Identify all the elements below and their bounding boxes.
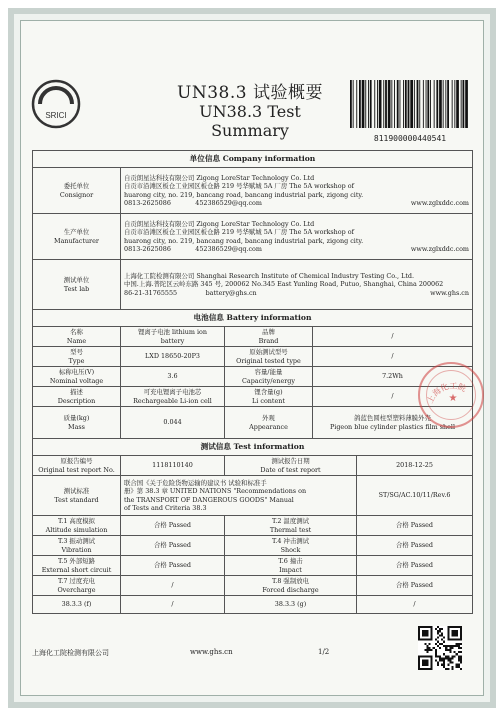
battery-appearance-label (225, 407, 313, 439)
qr-module (449, 645, 451, 647)
qr-module (460, 668, 462, 670)
barcode-bar (370, 80, 372, 128)
qr-module (449, 660, 451, 662)
t4-cn: T.4 冲击测试 (271, 537, 309, 546)
qr-module (441, 634, 443, 636)
test-3833f-result: / (121, 596, 225, 614)
barcode-bar (430, 80, 431, 128)
qr-module (424, 649, 426, 651)
barcode-bar (394, 80, 395, 128)
qr-module (424, 643, 426, 645)
qr-module (447, 645, 449, 647)
qr-module (441, 643, 443, 645)
consignor-address-en: huarong city, no. 219, bancang road, bancang industrial park, zigong city. (124, 190, 364, 199)
testlab-phone: 86-21-31765555 (124, 288, 178, 297)
barcode-bar (356, 80, 357, 128)
qr-module (439, 657, 441, 659)
battery-orig-type-en: Original tested type (236, 356, 301, 365)
qr-module (443, 664, 445, 666)
battery-li-cn: 锂含量(g) (254, 388, 283, 397)
manufacturer-address-en: huarong city, no. 219, bancang road, bancang industrial park, zigong city. (124, 236, 364, 245)
qr-module (435, 651, 437, 653)
report-date-label (225, 456, 357, 476)
qr-module (458, 655, 460, 657)
barcode-bar (350, 80, 352, 128)
t6-cn: T.6 撞击 (278, 557, 303, 566)
qr-module (449, 647, 451, 649)
testlab-web: www.ghs.cn (430, 288, 469, 297)
consignor-details (121, 168, 473, 214)
qr-module (460, 662, 462, 664)
qr-module (445, 668, 447, 670)
qr-module (454, 645, 456, 647)
qr-module (439, 660, 441, 662)
qr-module (437, 630, 439, 632)
qr-module (441, 660, 443, 662)
qr-module (447, 664, 449, 666)
seal-text: 上海化工院 (425, 381, 468, 405)
barcode-bar (426, 80, 427, 128)
testlab-label-en: Test lab (63, 284, 90, 293)
test-row-right-label (225, 576, 357, 596)
report-date-value: 2018-12-25 (357, 456, 473, 476)
barcode-bar (374, 80, 375, 128)
qr-module (456, 643, 458, 645)
standard-ref: ST/SG/AC.10/11/Rev.6 (357, 476, 473, 516)
qr-module (445, 657, 447, 659)
barcode-bar (368, 80, 369, 128)
qr-module (433, 647, 435, 649)
standard-value (121, 476, 357, 516)
report-no-en: Original test report No. (38, 465, 115, 474)
battery-description-value-en: Rechargeable Li-ion cell (133, 396, 212, 405)
qr-module (458, 645, 460, 647)
barcode-bar (454, 80, 455, 128)
battery-appearance-cn: 外观 (262, 414, 275, 423)
qr-finder (452, 630, 458, 636)
barcode-bar (456, 80, 459, 128)
qr-module (439, 630, 441, 632)
battery-section-heading: 电池信息 Battery information (33, 310, 473, 327)
qr-module (443, 636, 445, 638)
qr-module (447, 657, 449, 659)
qr-module (435, 653, 437, 655)
battery-voltage-cn: 标称电压(V) (58, 368, 95, 377)
qr-module (435, 660, 437, 662)
summary-table (32, 150, 473, 614)
qr-module (441, 639, 443, 641)
battery-li-en: Li content (252, 396, 285, 405)
qr-module (460, 647, 462, 649)
t2-cn: T.2 温度测试 (271, 517, 309, 526)
qr-module (458, 664, 460, 666)
title-chinese: UN38.3 试验概要 (177, 83, 323, 103)
qr-module (447, 660, 449, 662)
t5-cn: T.5 外部短路 (57, 557, 95, 566)
barcode-bar (434, 80, 435, 128)
testlab-label (33, 260, 121, 310)
qr-module (428, 643, 430, 645)
t1-cn: T.1 高度模拟 (57, 517, 95, 526)
battery-capacity-label (225, 367, 313, 387)
test-3833g-result: / (357, 596, 473, 614)
barcode-bar (391, 80, 392, 128)
battery-description-value (121, 387, 225, 407)
consignor-phone: 0813-2625086 (124, 198, 171, 207)
barcode-bar (379, 80, 382, 128)
barcode-bar (405, 80, 407, 128)
t3-en: Vibration (61, 545, 92, 554)
barcode-bar (365, 80, 366, 128)
qr-module (439, 634, 441, 636)
barcode-bar (397, 80, 399, 128)
barcode-bar (443, 80, 444, 128)
company-section-heading: 单位信息 Company information (33, 151, 473, 168)
manufacturer-label-cn: 生产单位 (63, 228, 90, 237)
qr-module (447, 649, 449, 651)
standard-line-2: 册》第 38.3 章 UNITED NATIONS "Recommendations on (124, 487, 307, 496)
srici-logo (30, 78, 82, 130)
consignor-web: www.zglxddc.com (410, 198, 469, 207)
battery-voltage-en: Nominal voltage (49, 376, 104, 385)
qr-module (460, 657, 462, 659)
qr-module (439, 628, 441, 630)
qr-module (458, 643, 460, 645)
qr-module (458, 647, 460, 649)
barcode-bar (359, 80, 361, 128)
barcode-bar (463, 80, 465, 128)
consignor-name: 自贡朗星达科技有限公司 Zigong LoreStar Technology Co. Ltd (124, 173, 315, 182)
logo-text: SRICI (45, 111, 67, 120)
qr-module (439, 655, 441, 657)
battery-brand-en: Brand (258, 336, 279, 345)
barcode-bar (419, 80, 420, 128)
qr-module (435, 655, 437, 657)
report-no-label (33, 456, 121, 476)
qr-module (456, 653, 458, 655)
barcode-image (348, 78, 472, 130)
consignor-label-en: Consignor (59, 190, 94, 199)
qr-module (458, 651, 460, 653)
t6-en: Impact (279, 565, 302, 574)
qr-module (449, 651, 451, 653)
test-3833g-label: 38.3.3 (g) (225, 596, 357, 614)
svg-text:★: ★ (448, 393, 458, 404)
barcode-bar (465, 80, 468, 128)
qr-module (460, 655, 462, 657)
battery-description-label (33, 387, 121, 407)
qr-module (445, 649, 447, 651)
t2-result: 合格 Passed (357, 516, 473, 536)
svg-text:上海化工院 (425, 381, 468, 405)
barcode-bar (439, 80, 442, 128)
qr-module (441, 664, 443, 666)
battery-orig-type-value: / (313, 347, 473, 367)
test-row-right-label (225, 536, 357, 556)
qr-module (435, 649, 437, 651)
testlab-details (121, 260, 473, 310)
qr-module (449, 657, 451, 659)
qr-module (458, 660, 460, 662)
qr-finder (422, 660, 428, 666)
manufacturer-email: 452386529@qq.com (195, 244, 262, 253)
qr-module (426, 651, 428, 653)
qr-module (452, 645, 454, 647)
battery-capacity-en: Capacity/energy (242, 376, 295, 385)
qr-module (439, 647, 441, 649)
t7-result: / (121, 576, 225, 596)
standard-line-3: the TRANSPORT OF DANGEROUS GOODS" Manual (124, 495, 294, 504)
footer-page-number: 1/2 (318, 648, 330, 656)
battery-type-value: LXD 18650-20P3 (121, 347, 225, 367)
t4-result: 合格 Passed (357, 536, 473, 556)
t5-en: External short circuit (41, 565, 112, 574)
manufacturer-address-cn: 自贡市沿滩区板仓工业园区板仓路 219 号华赋城 5A 厂房 The 5A workshop of (124, 228, 354, 237)
battery-mass-en: Mass (68, 422, 85, 431)
qr-module (426, 647, 428, 649)
qr-module (435, 639, 437, 641)
qr-module (456, 666, 458, 668)
battery-capacity-value: 7.2Wh (313, 367, 473, 387)
qr-module (452, 657, 454, 659)
consignor-address-cn: 自贡市沿滩区板仓工业园区板仓路 219 号华赋城 5A 厂房 The 5A workshop of (124, 182, 354, 191)
standard-line-1: 联合国《关于危险货物运输的建议书 试验和标准手 (124, 478, 267, 487)
report-no-cn: 原报告编号 (60, 457, 93, 466)
footer-website: www.ghs.cn (190, 648, 233, 656)
report-no-value: 1118110140 (121, 456, 225, 476)
qr-module (456, 664, 458, 666)
qr-module (437, 636, 439, 638)
battery-brand-value: / (313, 327, 473, 347)
manufacturer-details (121, 214, 473, 260)
battery-name-cn: 名称 (70, 328, 83, 337)
barcode-bar (408, 80, 410, 128)
qr-module (458, 666, 460, 668)
qr-module (456, 645, 458, 647)
t6-result: 合格 Passed (357, 556, 473, 576)
consignor-email: 452386529@qq.com (195, 198, 262, 207)
manufacturer-phone: 0813-2625086 (124, 244, 171, 253)
t8-cn: T.8 强制放电 (271, 577, 309, 586)
qr-module (443, 660, 445, 662)
t8-result: 合格 Passed (357, 576, 473, 596)
battery-capacity-cn: 容量/能量 (254, 368, 283, 377)
battery-brand-label (225, 327, 313, 347)
barcode-bar (461, 80, 462, 128)
barcode-bar (385, 80, 387, 128)
qr-code (418, 626, 462, 670)
manufacturer-name: 自贡朗星达科技有限公司 Zigong LoreStar Technology Co. Ltd (124, 219, 315, 228)
testlab-name: 上海化工院检测有限公司 Shanghai Research Institute of Chemical Industry Testing Co., Ltd. (124, 272, 415, 280)
standard-line-4: of Tests and Criteria 38.3 (124, 503, 207, 512)
barcode-bar (403, 80, 404, 128)
barcode-bar (353, 80, 354, 128)
test-row-left-label (33, 536, 121, 556)
qr-module (445, 647, 447, 649)
battery-appearance-value-cn: 鸽蓝色圆柱型塑料薄膜外壳 (354, 414, 431, 423)
barcode-bar (436, 80, 438, 128)
t5-result: 合格 Passed (121, 556, 225, 576)
qr-module (428, 647, 430, 649)
qr-module (443, 653, 445, 655)
qr-module (437, 645, 439, 647)
t7-cn: T.7 过度充电 (57, 577, 95, 586)
t2-en: Thermal test (269, 525, 312, 534)
qr-module (460, 643, 462, 645)
consignor-contact (124, 199, 469, 207)
barcode-bar (423, 80, 424, 128)
qr-module (428, 649, 430, 651)
battery-orig-type-label (225, 347, 313, 367)
test-section-heading: 测试信息 Test information (33, 439, 473, 456)
qr-finder (422, 630, 428, 636)
qr-module (458, 657, 460, 659)
qr-module (435, 643, 437, 645)
report-date-en: Date of test report (260, 465, 321, 474)
barcode-bar (362, 80, 365, 128)
battery-mass-label (33, 407, 121, 439)
testlab-email: battery@ghs.cn (205, 288, 257, 297)
t4-en: Shock (280, 545, 301, 554)
barcode-bar (377, 80, 378, 128)
testlab-contact (124, 289, 469, 297)
battery-name-value-en: battery (160, 336, 185, 345)
qr-module (431, 649, 433, 651)
qr-module (426, 649, 428, 651)
battery-voltage-label (33, 367, 121, 387)
qr-module (452, 662, 454, 664)
manufacturer-label-en: Manufacturer (54, 236, 99, 245)
qr-module (452, 647, 454, 649)
manufacturer-label (33, 214, 121, 260)
footer-organization: 上海化工院检测有限公司 (32, 649, 109, 657)
barcode-bar (388, 80, 391, 128)
qr-module (445, 655, 447, 657)
qr-module (437, 664, 439, 666)
qr-module (443, 645, 445, 647)
qr-module (437, 626, 439, 628)
standard-label (33, 476, 121, 516)
qr-module (441, 628, 443, 630)
barcode-bar (400, 80, 401, 128)
battery-brand-cn: 品牌 (262, 328, 275, 337)
battery-voltage-value: 3.6 (121, 367, 225, 387)
t8-en: Forced discharge (262, 585, 319, 594)
battery-name-en: Name (66, 336, 87, 345)
barcode-bar (410, 80, 413, 128)
qr-module (454, 655, 456, 657)
consignor-label (33, 168, 121, 214)
test-row-right-label (225, 556, 357, 576)
battery-li-value: / (313, 387, 473, 407)
testlab-label-cn: 测试单位 (63, 276, 90, 285)
manufacturer-web: www.zglxddc.com (410, 244, 469, 253)
qr-module (441, 657, 443, 659)
qr-module (449, 649, 451, 651)
qr-module (437, 655, 439, 657)
barcode-bar (427, 80, 429, 128)
test-row-left-label (33, 576, 121, 596)
battery-description-en: Description (57, 396, 96, 405)
report-date-cn: 测试报告日期 (271, 457, 310, 466)
qr-module (452, 666, 454, 668)
seal-graphic (420, 364, 486, 430)
qr-module (437, 641, 439, 643)
barcode-bar (414, 80, 415, 128)
qr-module (441, 632, 443, 634)
qr-module (454, 651, 456, 653)
qr-module (449, 662, 451, 664)
barcode-bar (417, 80, 419, 128)
t3-result: 合格 Passed (121, 536, 225, 556)
standard-cn: 测试标准 (63, 487, 90, 496)
battery-mass-cn: 质量(kg) (63, 414, 90, 423)
qr-module (426, 645, 428, 647)
qr-module (443, 641, 445, 643)
battery-mass-value: 0.044 (121, 407, 225, 439)
qr-module (443, 662, 445, 664)
standard-en: Test standard (54, 495, 99, 504)
qr-module (437, 662, 439, 664)
t3-cn: T.3 振动测试 (57, 537, 95, 546)
t7-en: Overcharge (57, 585, 96, 594)
t1-en: Altitude simulation (45, 525, 108, 534)
test-3833f-label: 38.3.3 (f) (33, 596, 121, 614)
battery-name-value-cn: 锂离子电池 lithium ion (137, 328, 207, 337)
qr-module (452, 668, 454, 670)
qr-module (445, 645, 447, 647)
title-english: UN38.3 Test Summary (199, 102, 301, 140)
qr-module (437, 632, 439, 634)
qr-module (439, 643, 441, 645)
battery-li-label (225, 387, 313, 407)
battery-type-cn: 型号 (70, 348, 83, 357)
test-row-right-label (225, 516, 357, 536)
qr-module (435, 628, 437, 630)
qr-module (460, 660, 462, 662)
barcode-bar (447, 80, 449, 128)
qr-module (447, 668, 449, 670)
test-row-left-label (33, 516, 121, 536)
barcode-bar (452, 80, 453, 128)
battery-appearance-en: Appearance (249, 422, 288, 431)
official-seal-stamp (418, 362, 484, 428)
qr-module (443, 666, 445, 668)
t1-result: 合格 Passed (121, 516, 225, 536)
qr-module (452, 655, 454, 657)
battery-type-label (33, 347, 121, 367)
battery-name-label (33, 327, 121, 347)
qr-module (447, 655, 449, 657)
qr-module (443, 657, 445, 659)
consignor-label-cn: 委托单位 (63, 182, 90, 191)
battery-description-value-cn: 可充电锂离子电池芯 (143, 388, 202, 397)
barcode-bar (383, 80, 384, 128)
battery-name-value (121, 327, 225, 347)
battery-type-en: Type (68, 356, 85, 365)
battery-description-cn: 描述 (70, 388, 83, 397)
qr-module (460, 651, 462, 653)
battery-orig-type-cn: 原始测试型号 (249, 348, 288, 357)
barcode-bar (445, 80, 446, 128)
battery-appearance-value-en: Pigeon blue cylinder plastics film shell (329, 422, 456, 431)
manufacturer-contact (124, 245, 469, 253)
test-row-left-label (33, 556, 121, 576)
testlab-address: 中国.上海.普陀区云岭东路 345 号, 200062 No.345 East Yunling Road, Putuo, Shanghai, China 200062 (124, 280, 444, 289)
barcode-number: 811900000440541 (373, 134, 447, 143)
